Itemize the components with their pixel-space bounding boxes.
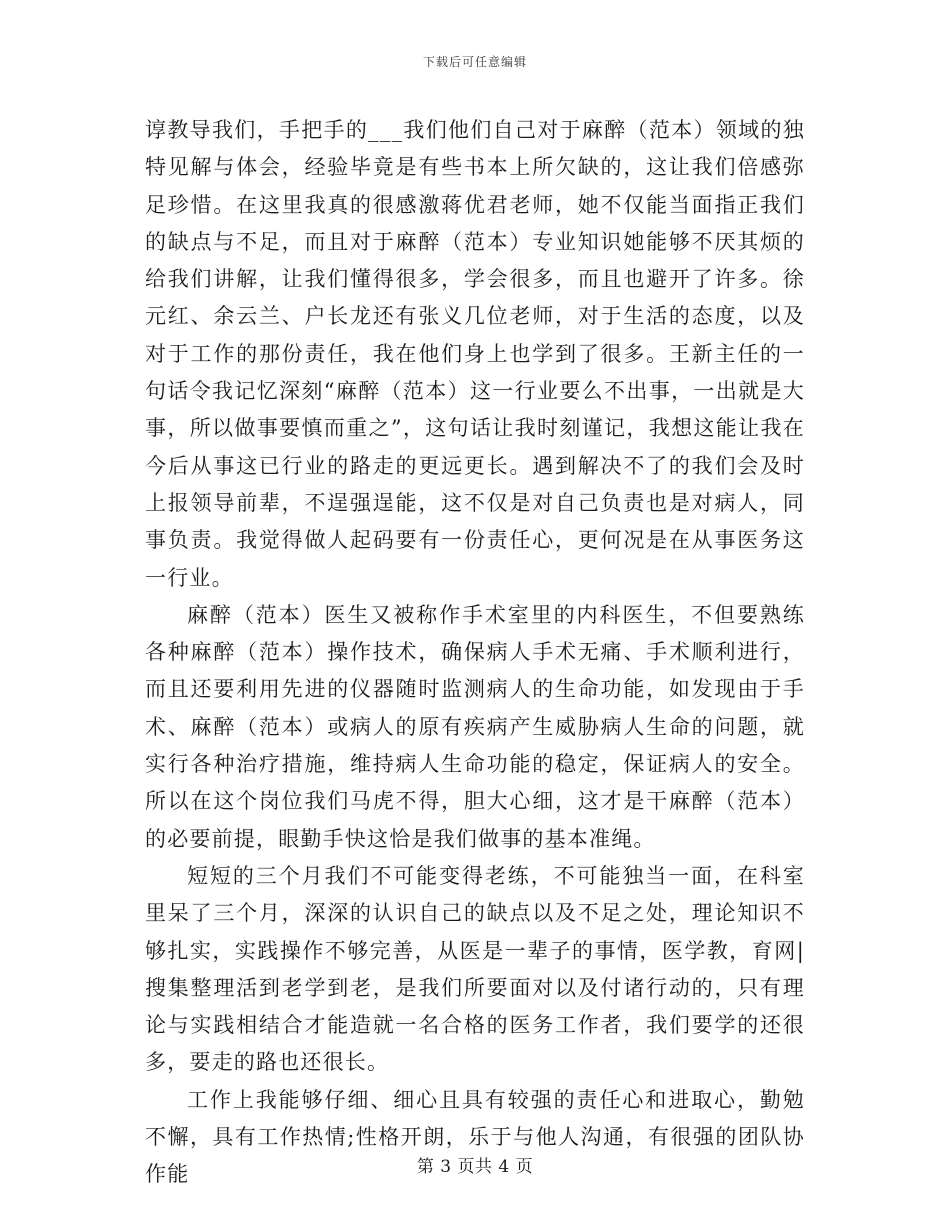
paragraph-4: 工作上我能够仔细、细心且具有较强的责任心和进取心，勤勉不懈，具有工作热情;性格开朗，乐于与他人沟通，有很强的团队协作能 (145, 1087, 805, 1187)
paragraph-3: 短短的三个月我们不可能变得老练，不可能独当一面，在科室里呆了三个月，深深的认识自己的缺点以及不足之处，理论知识不够扎实，实践操作不够完善，从医是一辈子的事情，医学教，育网|搜集整理活到老学到老，是我们所要面对以及付诸行动的，只有理论与实践相结合才能造就一名合格的医务工作者，我们要学的还很多，要走的路也还很长。 (145, 863, 805, 1075)
page-number: 第 3 页共 4 页 (416, 1157, 534, 1177)
header-note: 下载后可任意编辑 (422, 55, 527, 69)
paragraph-1: 谆教导我们，手把手的___我们他们自己对于麻醉（范本）领域的独特见解与体会，经验毕竟是有些书本上所欠缺的，这让我们倍感弥足珍惜。在这里我真的很感激蒋优君老师，她不仅能当面指正我们的缺点与不足，而且对于麻醉（范本）专业知识她能够不厌其烦的给我们讲解，让我们懂得很多，学会很多，而且也避开了许多。徐元红、余云兰、户长龙还有张义几位老师，对于生活的态度，以及对于工作的那份责任，我在他们身上也学到了很多。王新主任的一句话令我记忆深刻“麻醉（范本）这一行业要么不出事，一出就是大事，所以做事要慎而重之”，这句话让我时刻谨记，我想这能让我在今后从事这已行业的路走的更远更长。遇到解决不了的我们会及时上报领导前辈，不逞强逞能，这不仅是对自己负责也是对病人，同事负责。我觉得做人起码要有一份责任心，更何况是在从事医务这一行业。 (145, 118, 805, 590)
document-body (145, 112, 805, 1194)
paragraph-2: 麻醉（范本）医生又被称作手术室里的内科医生，不但要熟练各种麻醉（范本）操作技术，确保病人手术无痛、手术顺利进行，而且还要利用先进的仪器随时监测病人的生命功能，如发现由于手术、麻醉（范本）或病人的原有疾病产生威胁病人生命的问题，就实行各种治疗措施，维持病人生命功能的稳定，保证病人的安全。所以在这个岗位我们马虎不得，胆大心细，这才是干麻醉（范本）的必要前提，眼勤手快这恰是我们做事的基本准绳。 (145, 602, 805, 851)
